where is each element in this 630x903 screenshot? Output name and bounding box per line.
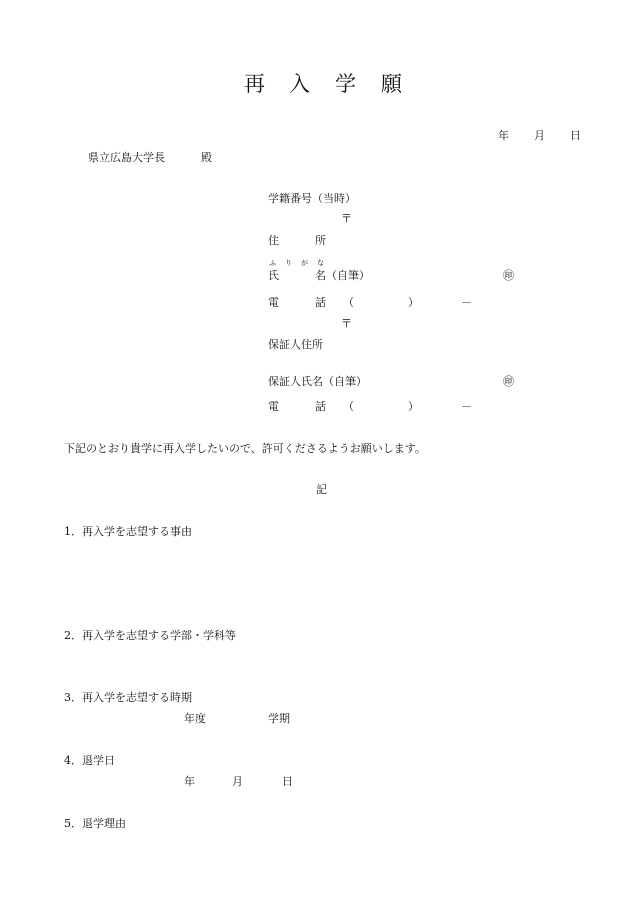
phone-dash: － [461,296,472,309]
furigana-4: な [317,259,324,267]
document-title [0,74,630,98]
phone-label-1: 電 [268,296,279,309]
item-3-year-unit: 年度 [184,712,206,725]
item-3-term-unit: 学期 [268,712,290,725]
guarantor-phone-dash: － [461,400,472,413]
phone-label-2: 話 [315,296,326,309]
address-label-2: 所 [315,234,326,247]
guarantor-name-label: 保証人氏名（自筆） [268,375,367,388]
furigana-1: ふ [269,259,276,267]
address-label-1: 住 [268,234,279,247]
title-char-4: 願 [381,72,402,96]
guarantor-phone-close-paren: ） [408,400,419,413]
phone-close-paren: ） [408,296,419,309]
date-month: 月 [534,129,545,142]
guarantor-phone-label-2: 話 [315,400,326,413]
guarantor-address-label: 保証人住所 [268,338,323,351]
furigana-3: が [301,259,308,267]
item-2-label: 2．再入学を志望する学部・学科等 [64,629,236,642]
guarantor-phone-label-1: 電 [268,400,279,413]
date-day: 日 [570,129,581,142]
guarantor-phone-open-paren: （ [343,400,354,413]
ki-heading: 記 [316,483,327,496]
guarantor-seal-mark: ㊞ [503,375,514,388]
applicant-seal-mark: ㊞ [503,269,514,282]
phone-open-paren: （ [343,296,354,309]
title-char-1: 再 [244,72,265,96]
item-4-month: 月 [232,775,243,788]
addressee-name: 県立広島大学長 [88,151,165,164]
item-3-label: 3．再入学を志望する時期 [64,691,192,704]
title-char-3: 学 [335,72,356,96]
title-char-2: 入 [289,72,310,96]
student-id-label: 学籍番号（当時） [268,192,356,205]
guarantor-postal-mark: 〒 [341,317,352,330]
item-4-day: 日 [282,775,293,788]
name-label-2: 名（自筆） [315,269,370,282]
item-1-label: 1．再入学を志望する事由 [64,525,192,538]
date-year: 年 [498,129,509,142]
name-label-1: 氏 [268,269,279,282]
furigana-2: り [285,259,292,267]
item-5-label: 5．退学理由 [64,817,126,830]
applicant-postal-mark: 〒 [341,212,352,225]
addressee-honorific: 殿 [201,151,212,164]
request-text: 下記のとおり貴学に再入学したいので、許可くださるようお願いします。 [64,442,426,455]
item-4-year: 年 [184,775,195,788]
item-4-label: 4．退学日 [64,754,115,767]
